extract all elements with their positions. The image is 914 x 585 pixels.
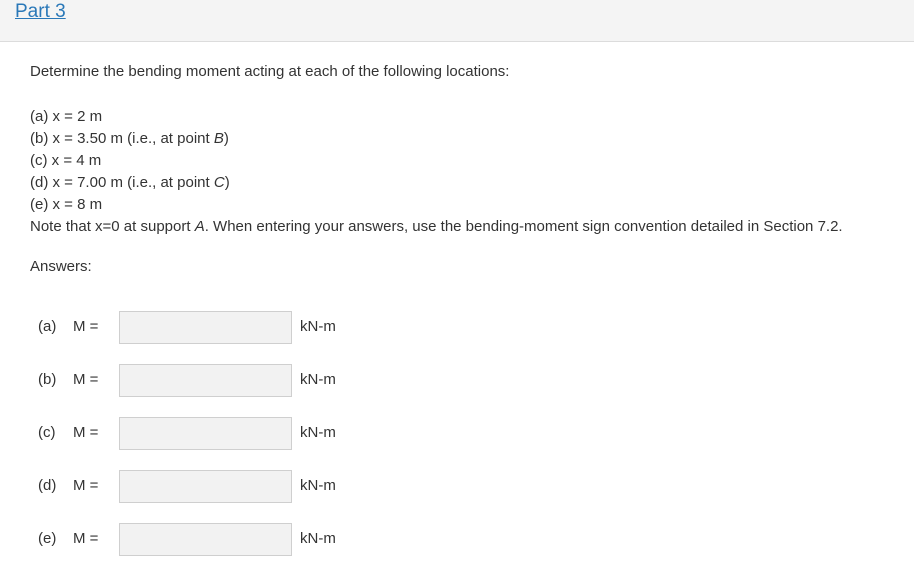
answers-label: Answers: bbox=[30, 258, 92, 275]
answer-row-a bbox=[38, 311, 398, 345]
answer-tag: (b) bbox=[38, 371, 57, 388]
point-label: C bbox=[213, 174, 225, 191]
answer-tag: (d) bbox=[38, 477, 57, 494]
support-label: A bbox=[194, 218, 205, 235]
part-3-link[interactable]: Part 3 bbox=[15, 1, 66, 22]
unit-label: kN-m bbox=[300, 318, 336, 335]
unit-label: kN-m bbox=[300, 371, 336, 388]
unit-label: kN-m bbox=[300, 477, 336, 494]
unit-label: kN-m bbox=[300, 530, 336, 547]
location-b: (b) x = 3.50 m (i.e., at point B) bbox=[30, 130, 229, 147]
sign-convention-note: Note that x=0 at support A. When entering your answers, use the bending-moment sign convention detailed in Section 7.2. bbox=[30, 218, 843, 235]
unit-label: kN-m bbox=[300, 424, 336, 441]
part-header bbox=[0, 0, 914, 42]
moment-variable: M = bbox=[73, 318, 99, 335]
answer-row-d bbox=[38, 470, 398, 504]
moment-variable: M = bbox=[73, 477, 99, 494]
answer-tag: (a) bbox=[38, 318, 57, 335]
answer-row-c bbox=[38, 417, 398, 451]
moment-input-d[interactable] bbox=[119, 470, 292, 503]
moment-input-b[interactable] bbox=[119, 364, 292, 397]
question-prompt: Determine the bending moment acting at each of the following locations: bbox=[30, 63, 510, 80]
location-c: (c) x = 4 m bbox=[30, 152, 102, 169]
question-text bbox=[30, 61, 843, 238]
location-e: (e) x = 8 m bbox=[30, 196, 103, 213]
moment-input-a[interactable] bbox=[119, 311, 292, 344]
point-label: B bbox=[213, 130, 224, 147]
moment-input-e[interactable] bbox=[119, 523, 292, 556]
answer-row-e bbox=[38, 523, 398, 557]
location-d: (d) x = 7.00 m (i.e., at point C) bbox=[30, 174, 230, 191]
moment-input-c[interactable] bbox=[119, 417, 292, 450]
answer-row-b bbox=[38, 364, 398, 398]
moment-variable: M = bbox=[73, 530, 99, 547]
location-a: (a) x = 2 m bbox=[30, 108, 103, 125]
answer-tag: (c) bbox=[38, 424, 56, 441]
moment-variable: M = bbox=[73, 424, 99, 441]
moment-variable: M = bbox=[73, 371, 99, 388]
answer-tag: (e) bbox=[38, 530, 57, 547]
